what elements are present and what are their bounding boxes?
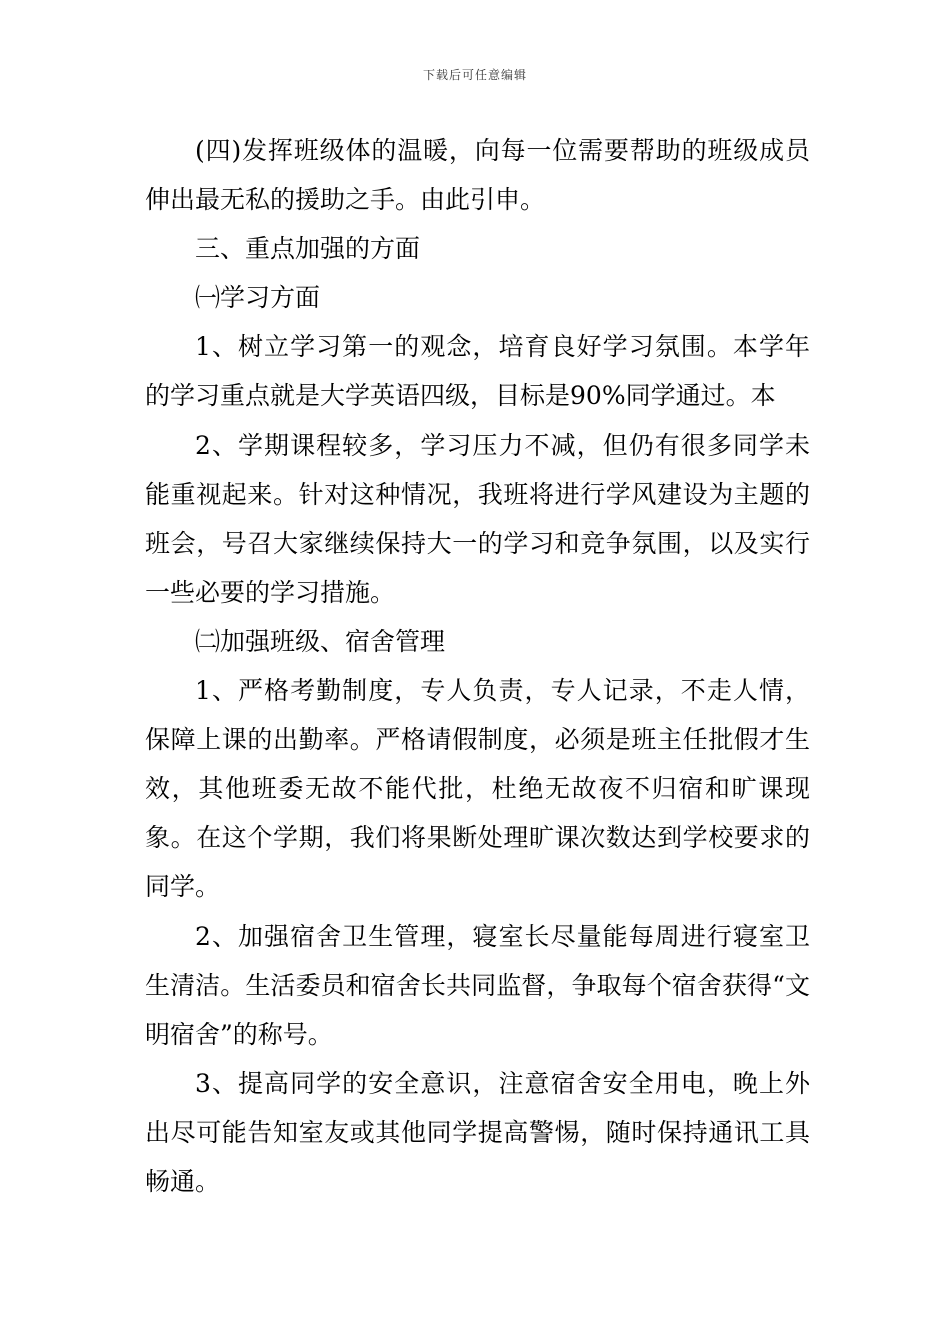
page-header: 下载后可任意编辑 xyxy=(422,68,527,82)
paragraph-management-3: 3、提高同学的安全意识，注意宿舍安全用电，晚上外出尽可能告知室友或其他同学提高警惕，随时保持通讯工具畅通。 xyxy=(145,1068,810,1196)
paragraph-4-warmth: (四)发挥班级体的温暖，向每一位需要帮助的班级成员伸出最无私的援助之手。由此引申。 xyxy=(145,136,810,215)
paragraph-study-2: 2、学期课程较多，学习压力不减，但仍有很多同学未能重视起来。针对这种情况，我班将进行学风建设为主题的班会，号召大家继续保持大一的学习和竞争氛围，以及实行一些必要的学习措施。 xyxy=(145,430,810,607)
paragraph-study-1: 1、树立学习第一的观念，培育良好学习氛围。本学年的学习重点就是大学英语四级，目标是90%同学通过。本 xyxy=(145,332,810,411)
document-body xyxy=(145,126,810,1206)
paragraph-management-2: 2、加强宿舍卫生管理，寝室长尽量能每周进行寝室卫生清洁。生活委员和宿舍长共同监督，争取每个宿舍获得“文明宿舍”的称号。 xyxy=(145,921,810,1049)
section-heading-key-areas: 三、重点加强的方面 xyxy=(195,234,421,264)
paragraph-management-1: 1、严格考勤制度，专人负责，专人记录，不走人情，保障上课的出勤率。严格请假制度，必须是班主任批假才生效，其他班委无故不能代批，杜绝无故夜不归宿和旷课现象。在这个学期，我们将果断处理旷课次数达到学校要求的同学。 xyxy=(145,676,810,902)
subsection-heading-study: ㈠学习方面 xyxy=(195,283,321,313)
subsection-heading-management: ㈡加强班级、宿舍管理 xyxy=(195,626,446,656)
